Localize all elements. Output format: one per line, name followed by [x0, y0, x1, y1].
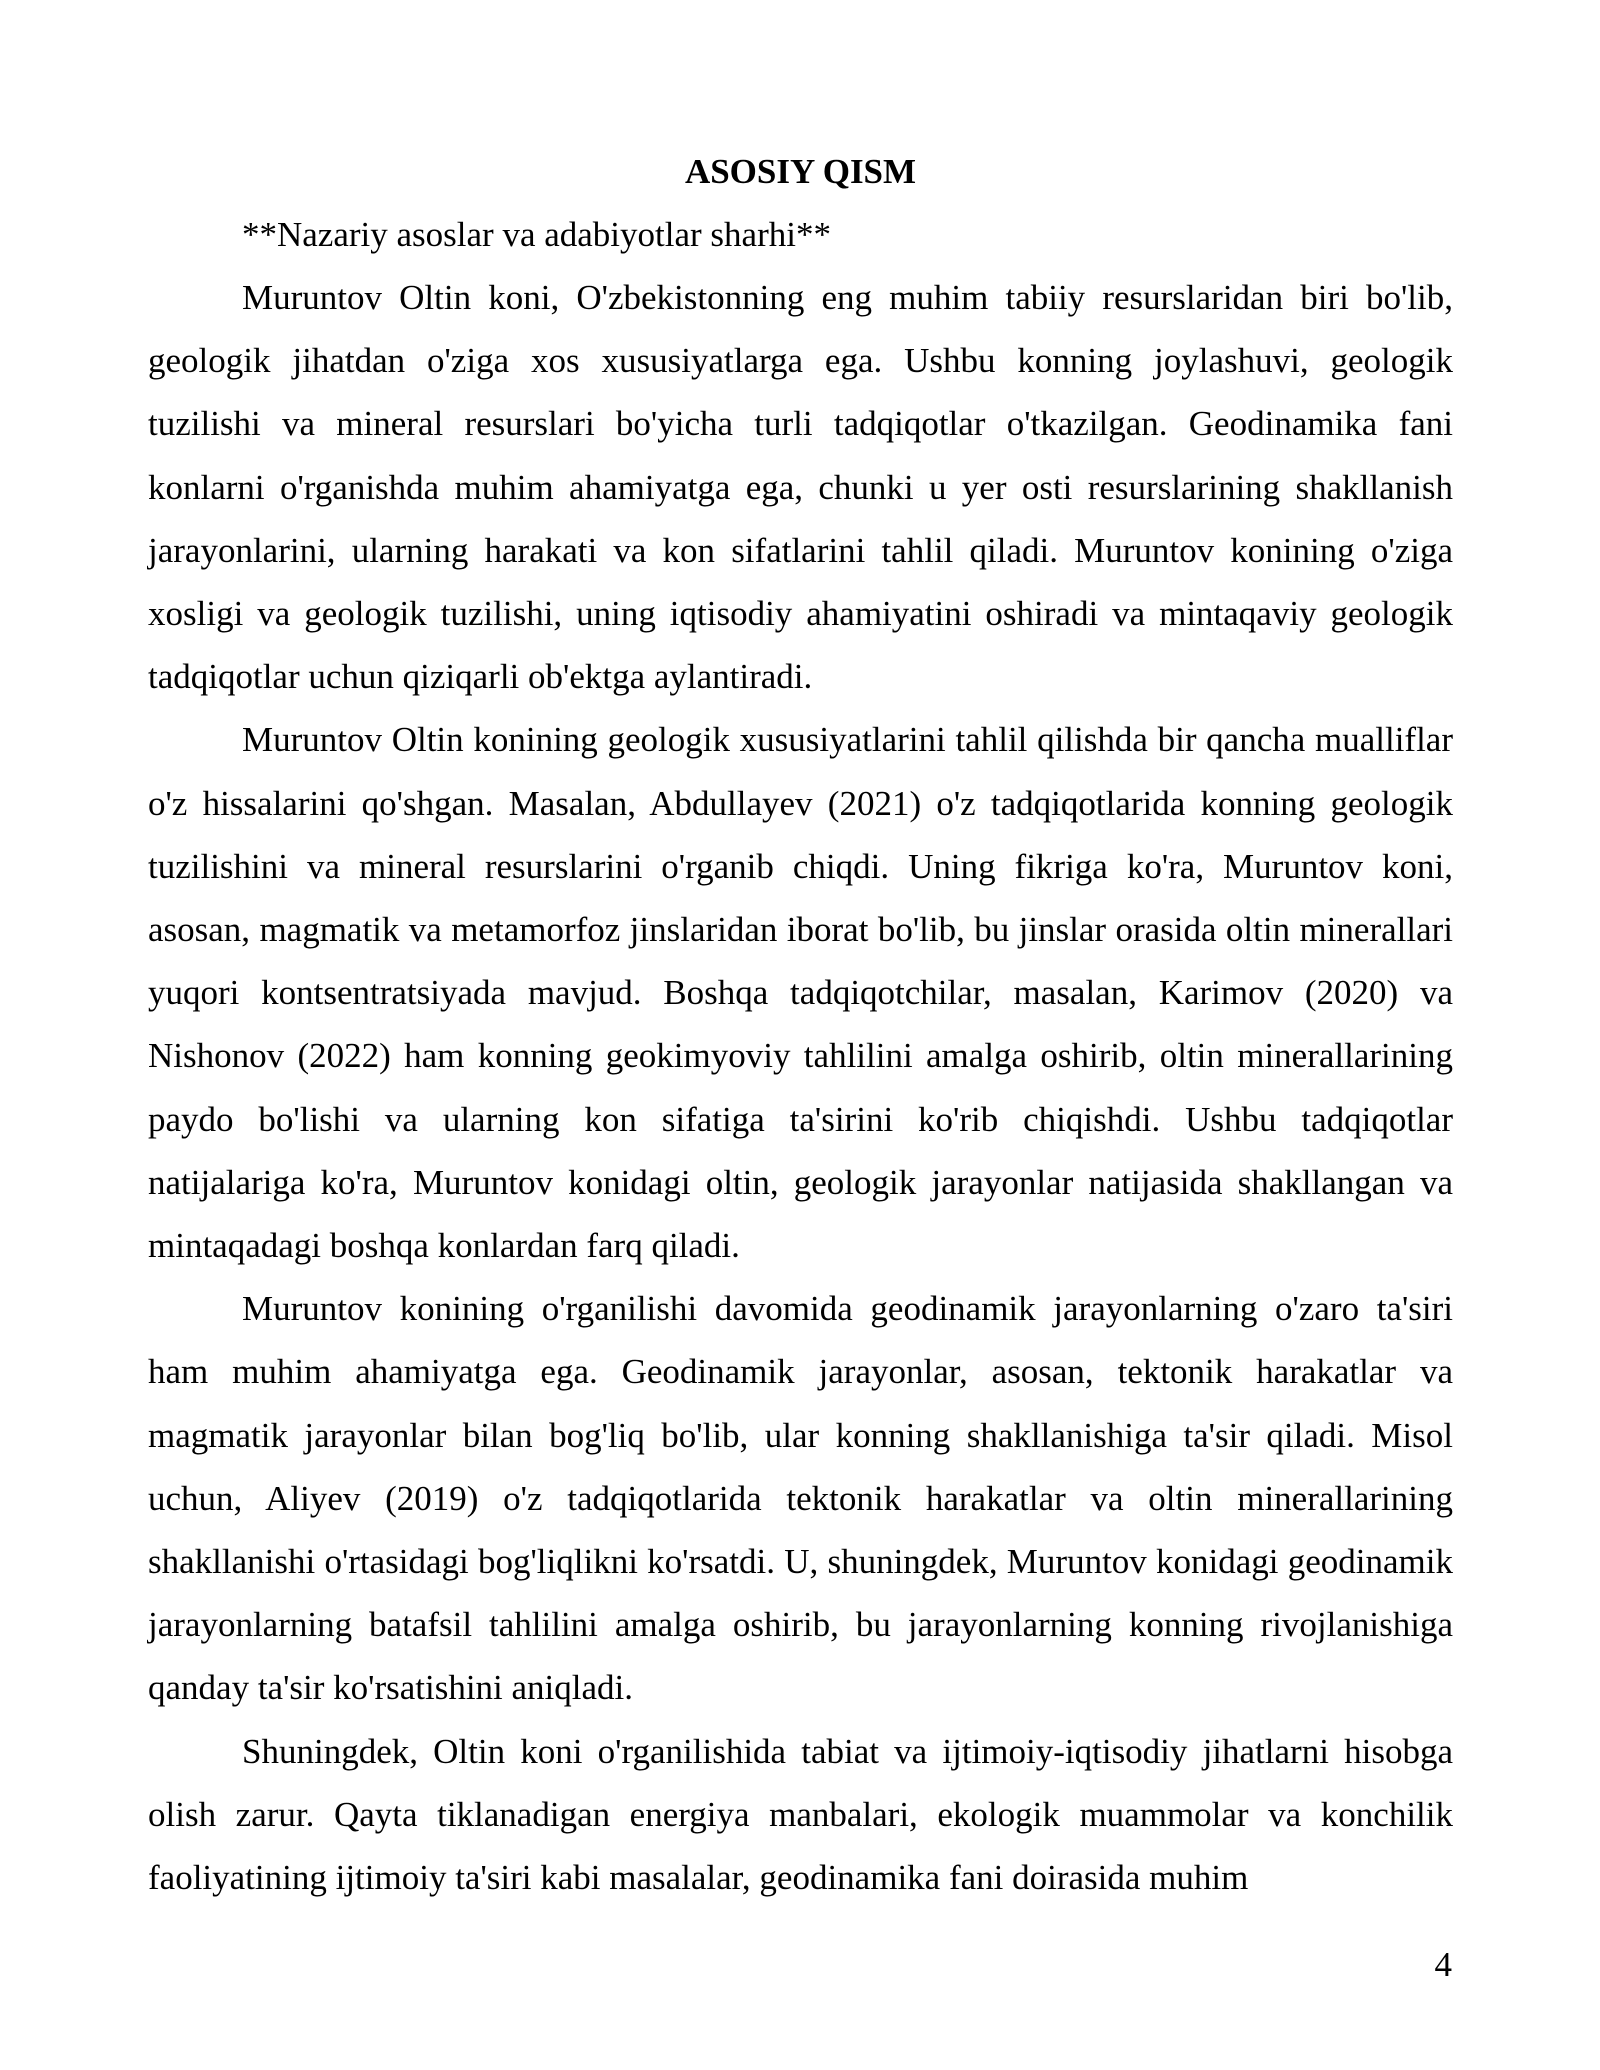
- paragraph-3: Muruntov konining o'rganilishi davomida geodinamik jarayonlarning o'zaro ta'siri ham muhim ahamiyatga ega. Geodinamik jarayonlar, asosan, tektonik harakatlar va magmatik jarayonlar bilan bog'liq bo'lib, ular konning shakllanishiga ta'sir qiladi. Misol uchun, Aliyev (2019) o'z tadqiqotlarida tektonik harakatlar va oltin minerallarining shakllanishi o'rtasidagi bog'liqlikni ko'rsatdi. U, shuningdek, Muruntov konidagi geodinamik jarayonlarning batafsil tahlilini amalga oshirib, bu jarayonlarning konning rivojlanishiga qanday ta'sir ko'rsatishini aniqladi.: [148, 1289, 1453, 1708]
- paragraph-2: Muruntov Oltin konining geologik xususiyatlarini tahlil qilishda bir qancha mualliflar o'z hissalarini qo'shgan. Masalan, Abdullayev (2021) o'z tadqiqotlarida konning geologik tuzilishini va mineral resurslarini o'rganib chiqdi. Uning fikriga ko'ra, Muruntov koni, asosan, magmatik va metamorfoz jinslaridan iborat bo'lib, bu jinslar orasida oltin minerallari yuqori kontsentratsiyada mavjud. Boshqa tadqiqotchilar, masalan, Karimov (2020) va Nishonov (2022) ham konning geokimyoviy tahlilini amalga oshirib, oltin minerallarining paydo bo'lishi va ularning kon sifatiga ta'sirini ko'rib chiqishdi. Ushbu tadqiqotlar natijalariga ko'ra, Muruntov konidagi oltin, geologik jarayonlar natijasida shakllangan va mintaqadagi boshqa konlardan farq qiladi.: [148, 720, 1453, 1266]
- section-heading: ASOSIY QISM: [684, 152, 917, 191]
- paragraph-4: Shuningdek, Oltin koni o'rganilishida tabiat va ijtimoiy-iqtisodiy jihatlarni hisobga olish zarur. Qayta tiklanadigan energiya manbalari, ekologik muammolar va konchilik faoliyatining ijtimoiy ta'siri kabi masalalar, geodinamika fani doirasida muhim: [148, 1731, 1453, 1898]
- page-number: 4: [1434, 1945, 1452, 1984]
- page-body: [148, 140, 1453, 1909]
- paragraph-1: Muruntov Oltin koni, O'zbekistonning eng muhim tabiiy resurslaridan biri bo'lib, geologik jihatdan o'ziga xos xususiyatlarga ega. Ushbu konning joylashuvi, geologik tuzilishi va mineral resurslari bo'yicha turli tadqiqotlar o'tkazilgan. Geodinamika fani konlarni o'rganishda muhim ahamiyatga ega, chunki u yer osti resurslarining shakllanish jarayonlarini, ularning harakati va kon sifatlarini tahlil qiladi. Muruntov konining o'ziga xosligi va geologik tuzilishi, uning iqtisodiy ahamiyatini oshiradi va mintaqaviy geologik tadqiqotlar uchun qiziqarli ob'ektga aylantiradi.: [148, 278, 1453, 697]
- section-subheading: **Nazariy asoslar va adabiyotlar sharhi**: [242, 215, 831, 254]
